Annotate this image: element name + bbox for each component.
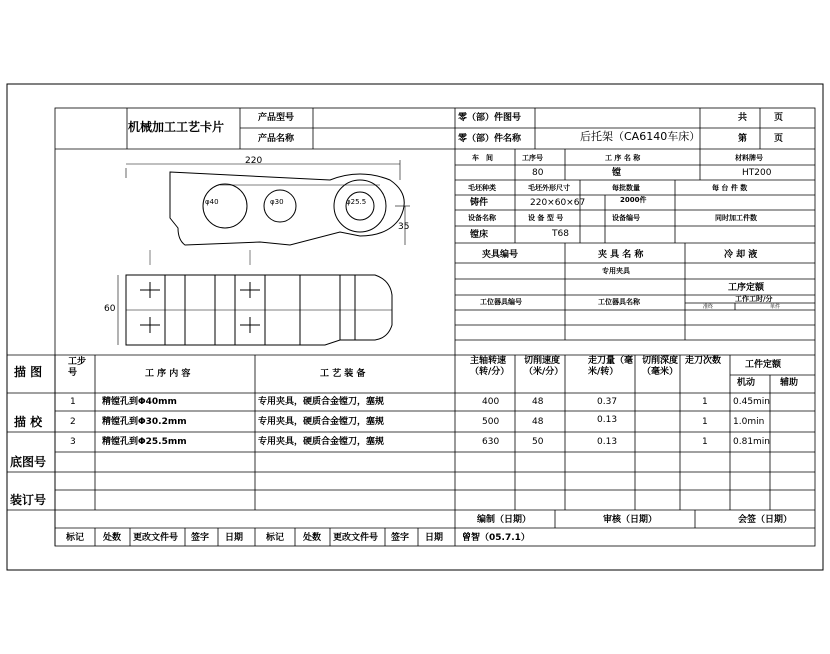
footer-mark-2: 标记 xyxy=(266,533,285,543)
quota-prep: 准终 xyxy=(703,304,714,310)
row-time: 0.45min xyxy=(733,397,771,407)
op-no-label: 工序号 xyxy=(522,154,543,162)
side-label-base-no: 底图号 xyxy=(10,455,47,469)
col-passes: 走刀次数 xyxy=(685,356,722,366)
footer-date: 日期 xyxy=(225,533,244,543)
row-feed: 0.13 xyxy=(597,415,618,425)
col-feed: 走刀量（毫米/转） xyxy=(588,356,634,377)
compiler: 曾智（05.7.1） xyxy=(462,533,530,543)
compile-label: 编制（日期） xyxy=(477,515,532,525)
part-name-label: 零（部）件名称 xyxy=(458,134,522,144)
quota-single: 单件 xyxy=(770,304,781,310)
row-step: 1 xyxy=(70,397,76,407)
equip-model-label: 设 备 型 号 xyxy=(528,214,564,222)
side-label-check: 描 校 xyxy=(14,415,43,429)
col-speed: 主轴转速（转/分） xyxy=(470,356,510,377)
row-cut: 48 xyxy=(532,417,544,427)
blank-qty-label: 每批数量 xyxy=(612,184,640,192)
coolant-label: 冷 却 液 xyxy=(724,250,758,260)
part-drawing xyxy=(118,160,410,345)
dia-left: φ40 xyxy=(205,198,219,206)
workshop-label: 车 间 xyxy=(472,154,493,162)
op-no: 80 xyxy=(532,168,544,178)
equip-no-label: 设备编号 xyxy=(612,214,640,222)
col-step: 工步号 xyxy=(68,357,87,378)
col-content: 工 序 内 容 xyxy=(145,369,191,379)
row-passes: 1 xyxy=(702,397,708,407)
footer-doc-no-2: 更改文件号 xyxy=(333,533,379,543)
col-aux: 辅助 xyxy=(780,378,799,388)
simul-label: 同时加工件数 xyxy=(715,214,757,222)
footer-mark: 标记 xyxy=(66,533,85,543)
review-label: 审核（日期） xyxy=(603,515,658,525)
side-label-binding-no: 装订号 xyxy=(10,493,47,507)
equip-name-label: 设备名称 xyxy=(468,214,496,222)
fixture-name-label: 夹 具 名 称 xyxy=(598,250,644,260)
row-equip: 专用夹具，硬质合金镗刀，塞规 xyxy=(258,417,385,427)
station-no-label: 工位器具编号 xyxy=(480,298,522,306)
side-label-trace: 描 图 xyxy=(14,365,43,379)
card-title: 机械加工工艺卡片 xyxy=(128,120,225,134)
fixture-no-label: 夹具编号 xyxy=(482,250,519,260)
row-passes: 1 xyxy=(702,437,708,447)
row-cut: 50 xyxy=(532,437,544,447)
row-content: 精镗孔到Φ40mm xyxy=(102,397,177,407)
blank-size-label: 毛坯外形尺寸 xyxy=(528,184,570,192)
material-label: 材料牌号 xyxy=(735,154,763,162)
footer-signature-2: 签字 xyxy=(391,533,410,543)
row-passes: 1 xyxy=(702,417,708,427)
blank-qty: 2000件 xyxy=(620,196,647,204)
dim-height: 35 xyxy=(398,222,410,232)
page-number: 第 页 xyxy=(738,134,784,144)
quota-label: 工序定额 xyxy=(728,283,765,293)
fixture-name: 专用夹具 xyxy=(602,267,630,275)
op-name-label: 工 序 名 称 xyxy=(605,154,641,162)
quota-sub: 工作工时/分 xyxy=(735,295,773,303)
op-name: 镗 xyxy=(612,168,622,178)
dia-right: φ25.5 xyxy=(346,198,367,206)
row-equip: 专用夹具，硬质合金镗刀，塞规 xyxy=(258,437,385,447)
col-machine: 机动 xyxy=(737,378,756,388)
blank-type-label: 毛坯种类 xyxy=(468,184,496,192)
footer-count-2: 处数 xyxy=(303,533,322,543)
row-equip: 专用夹具，硬质合金镗刀，塞规 xyxy=(258,397,385,407)
row-cut: 48 xyxy=(532,397,544,407)
product-name-label: 产品名称 xyxy=(258,134,295,144)
dia-mid: φ30 xyxy=(270,198,284,206)
col-depth: 切削深度（毫米） xyxy=(642,356,679,377)
station-name-label: 工位器具名称 xyxy=(598,298,640,306)
row-feed: 0.13 xyxy=(597,437,618,447)
footer-signature: 签字 xyxy=(191,533,210,543)
sign-label: 会签（日期） xyxy=(738,515,793,525)
col-quota: 工件定额 xyxy=(745,360,782,370)
row-step: 2 xyxy=(70,417,76,427)
row-speed: 630 xyxy=(482,437,500,447)
row-speed: 400 xyxy=(482,397,500,407)
row-feed: 0.37 xyxy=(597,397,618,407)
material: HT200 xyxy=(742,168,772,178)
blank-type: 铸件 xyxy=(470,198,489,208)
row-step: 3 xyxy=(70,437,76,447)
part-name: 后托架（CA6140车床） xyxy=(580,130,701,143)
col-equip: 工 艺 装 备 xyxy=(320,369,366,379)
col-cut-speed: 切削速度（米/分） xyxy=(524,356,564,377)
product-model-label: 产品型号 xyxy=(258,113,295,123)
equip-name: 镗床 xyxy=(470,230,489,240)
equip-model: T68 xyxy=(552,229,569,239)
part-no-label: 零（部）件图号 xyxy=(458,113,522,123)
per-machine-label: 每 台 件 数 xyxy=(712,184,748,192)
row-content: 精镗孔到Φ30.2mm xyxy=(102,417,187,427)
row-content: 精镗孔到Φ25.5mm xyxy=(102,437,187,447)
footer-count: 处数 xyxy=(103,533,122,543)
row-speed: 500 xyxy=(482,417,500,427)
dim-width: 60 xyxy=(104,304,116,314)
total-pages: 共 页 xyxy=(738,113,784,123)
footer-doc-no: 更改文件号 xyxy=(133,533,179,543)
row-time: 1.0min xyxy=(733,417,765,427)
row-time: 0.81min xyxy=(733,437,771,447)
dim-length: 220 xyxy=(245,156,263,166)
blank-size: 220×60×67 xyxy=(530,198,586,208)
footer-date-2: 日期 xyxy=(425,533,444,543)
